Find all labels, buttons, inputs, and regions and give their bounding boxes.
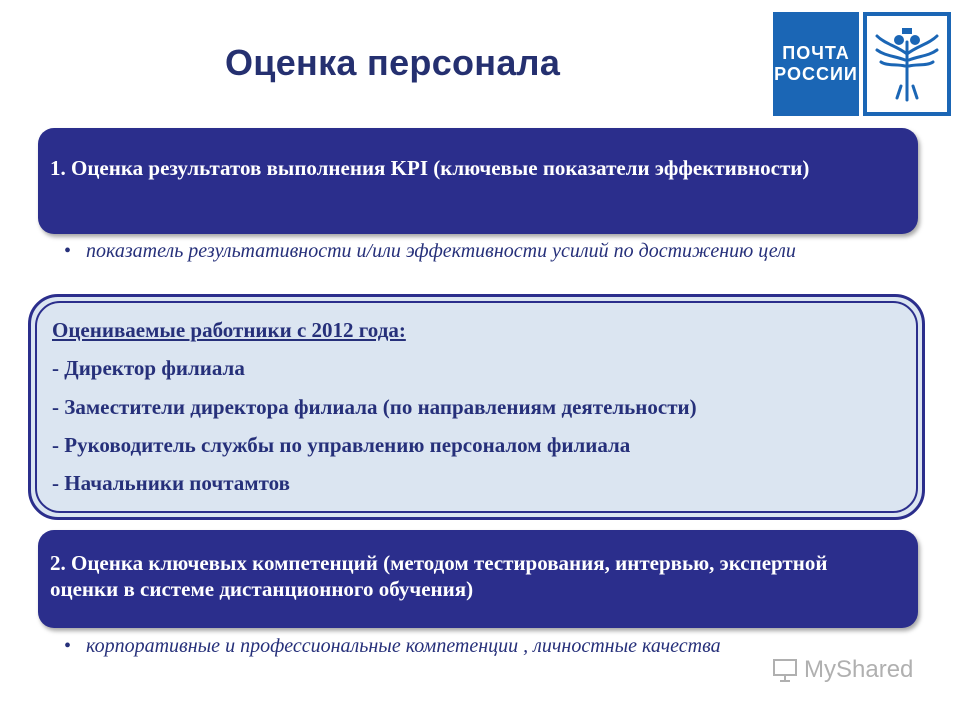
competency-bullet-text: корпоративные и профессиональные компетенции , личностные качества [86,635,721,657]
employee-item-director: - Директор филиала [52,356,245,380]
employee-item-hr-head: - Руководитель службы по управлению персоналом филиала [52,433,631,457]
slide-title: Оценка персонала [225,42,561,83]
competency-assessment-heading: 2. Оценка ключевых компетенций (методом тестирования, интервью, экспертной оценки в системе дистанционного обучения) [50,551,828,601]
eagle-emblem-icon [863,12,951,116]
watermark-prefix: My [804,656,836,683]
employee-item-deputies: - Заместители директора филиала (по направлениям деятельности) [52,395,697,419]
logo-line-2: РОССИИ [774,64,858,84]
bullet-dot: • [64,635,72,657]
myshared-watermark [772,656,913,684]
bullet-dot: • [64,240,72,262]
kpi-assessment-heading: 1. Оценка результатов выполнения KPI (ключевые показатели эффективности) [50,156,810,180]
kpi-bullet [64,238,894,264]
logo-wordmark [773,12,859,116]
evaluated-employees-heading: Оцениваемые работники с 2012 года: [52,318,406,342]
competency-assessment-banner [38,530,918,628]
logo-line-1: ПОЧТА [782,43,850,63]
kpi-bullet-text: показатель результативности и/или эффективности усилий по достижению цели [86,240,796,262]
russian-post-logo [773,12,951,116]
presentation-icon [772,657,798,683]
kpi-assessment-banner [38,128,918,234]
watermark-suffix: Shared [836,656,914,683]
competency-bullet [64,633,894,659]
employee-item-postmasters: - Начальники почтамтов [52,471,290,495]
